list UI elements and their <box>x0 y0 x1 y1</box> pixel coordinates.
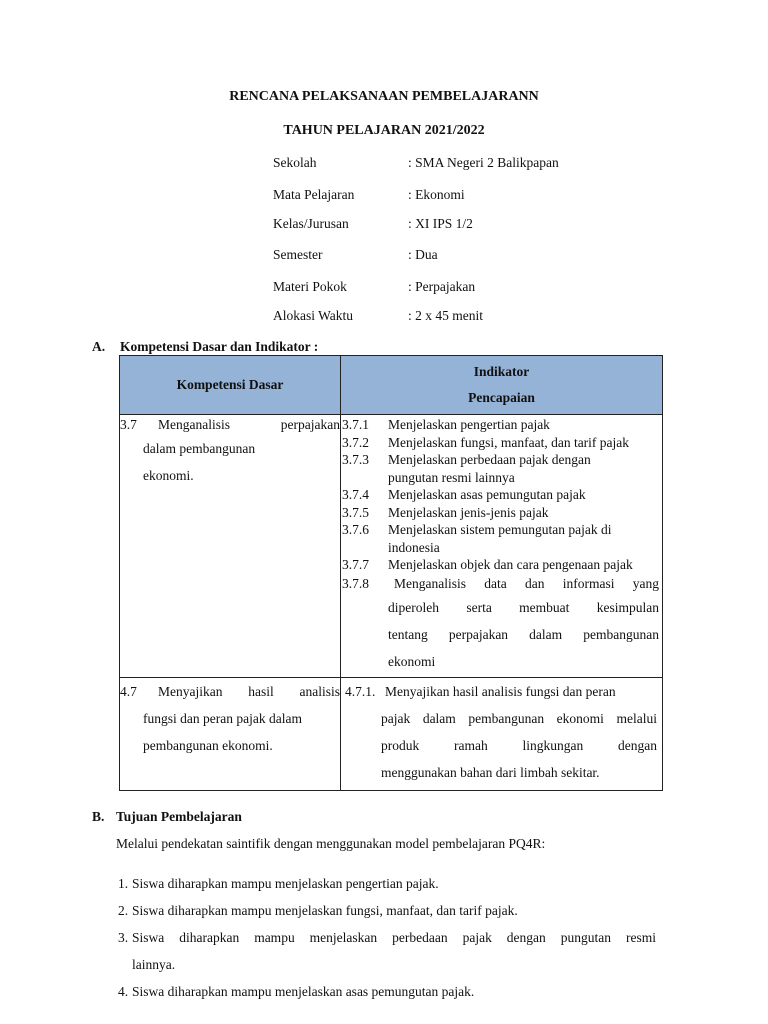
indicator-continuation: produk ramah lingkungan dengan <box>381 737 657 753</box>
kd-number: 3.7 <box>120 417 137 432</box>
section-b-intro: Melalui pendekatan saintifik dengan menggunakan model pembelajaran PQ4R: <box>116 836 546 851</box>
section-b-heading: Tujuan Pembelajaran <box>116 809 242 824</box>
indicator-continuation: menggunakan bahan dari limbah sekitar. <box>381 764 600 780</box>
list-item: 3.7.8 Menganalisis data dan informasi yang <box>342 575 659 591</box>
info-label-mata-pelajaran: Mata Pelajaran <box>273 187 355 202</box>
info-value-semester: : Dua <box>408 247 438 262</box>
info-label-alokasi-waktu: Alokasi Waktu <box>273 308 354 323</box>
section-a-heading: Kompetensi Dasar dan Indikator : <box>120 339 319 354</box>
kd-cell-4-7 <box>120 677 341 790</box>
goal-continuation: lainnya. <box>132 957 176 972</box>
list-item: 3.7.7 Menjelaskan objek dan cara pengenaan pajak <box>342 557 633 572</box>
indicator-continuation: ekonomi <box>388 653 436 669</box>
kd-text-line2: dalam pembangunan <box>143 441 256 456</box>
kd-text-line2: fungsi dan peran pajak dalam <box>143 710 302 726</box>
list-item: 3.7.5 Menjelaskan jenis-jenis pajak <box>342 504 549 520</box>
indicator-cell-3-7 <box>341 415 663 678</box>
list-item: 3.7.4 Menjelaskan asas pemungutan pajak <box>342 487 586 502</box>
info-label-semester: Semester <box>273 247 323 262</box>
kd-text-line3: pembangunan ekonomi. <box>143 737 273 753</box>
document-subtitle: TAHUN PELAJARAN 2021/2022 <box>283 123 485 138</box>
indicator-continuation: pajak dalam pembangunan ekonomi melalui <box>381 710 657 726</box>
list-item: 2. Siswa diharapkan mampu menjelaskan fungsi, manfaat, dan tarif pajak. <box>118 903 518 918</box>
header-indikator-line1: Indikator <box>473 364 530 379</box>
document-title: RENCANA PELAKSANAAN PEMBELAJARANN <box>229 89 539 104</box>
kd-text-line3: ekonomi. <box>143 468 194 483</box>
kd-number: 4.7 <box>120 683 137 699</box>
list-item: 3.7.6 Menjelaskan sistem pemungutan pajak di indonesia <box>342 522 612 555</box>
list-item: 3.7.1 Menjelaskan pengertian pajak <box>342 417 550 432</box>
indicator-continuation: tentang perpajakan dalam pembangunan <box>388 626 659 642</box>
header-kompetensi-dasar: Kompetensi Dasar <box>120 356 341 415</box>
table-header-row <box>120 356 663 415</box>
indicator-continuation: diperoleh serta membuat kesimpulan <box>388 599 659 615</box>
list-item: 3.7.2 Menjelaskan fungsi, manfaat, dan tarif pajak <box>342 434 630 450</box>
info-value-materi-pokok: : Perpajakan <box>408 279 476 294</box>
list-item: 3. Siswa diharapkan mampu menjelaskan perbedaan pajak dengan pungutan resmi <box>118 930 656 945</box>
competency-table <box>119 355 663 791</box>
header-indikator-line2: Pencapaian <box>468 390 535 405</box>
kd-text-line1: Menganalisis perpajakan <box>158 417 340 432</box>
header-indikator <box>341 356 663 415</box>
list-item: 3.7.3 Menjelaskan perbedaan pajak dengan pungutan resmi lainnya <box>342 452 591 485</box>
list-item: 4.7.1. Menyajikan hasil analisis fungsi dan peran <box>345 683 616 699</box>
table-row <box>120 415 663 678</box>
kd-cell-3-7 <box>120 415 341 678</box>
section-a-letter: A. <box>92 339 106 354</box>
info-label-sekolah: Sekolah <box>273 155 317 170</box>
info-value-sekolah: : SMA Negeri 2 Balikpapan <box>408 155 559 170</box>
info-value-mata-pelajaran: : Ekonomi <box>408 187 465 202</box>
table-row <box>120 677 663 790</box>
list-item: 4. Siswa diharapkan mampu menjelaskan asas pemungutan pajak. <box>118 984 475 999</box>
indicator-cell-4-7 <box>341 677 663 790</box>
info-label-materi-pokok: Materi Pokok <box>273 279 347 294</box>
info-label-kelas: Kelas/Jurusan <box>273 216 349 231</box>
list-item: 1. Siswa diharapkan mampu menjelaskan pengertian pajak. <box>118 876 439 891</box>
info-value-kelas: : XI IPS 1/2 <box>408 216 473 231</box>
section-b-letter: B. <box>92 809 105 824</box>
kd-text-line1: Menyajikan hasil analisis <box>158 683 340 699</box>
info-value-alokasi-waktu: : 2 x 45 menit <box>408 308 483 323</box>
